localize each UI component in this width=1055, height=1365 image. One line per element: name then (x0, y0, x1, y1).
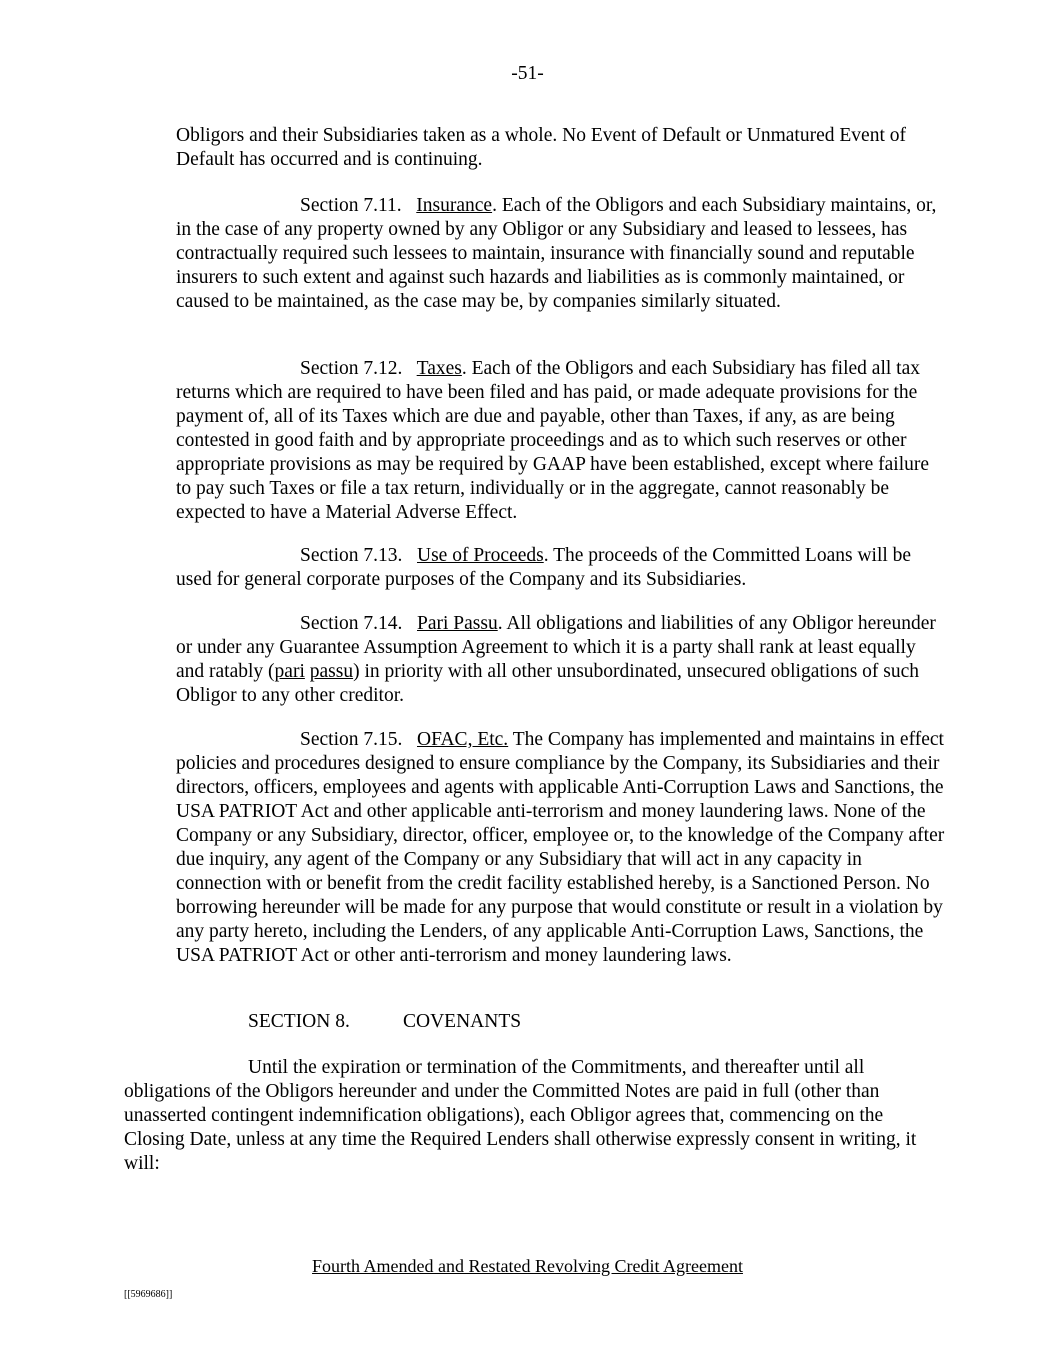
page-number: -51- (511, 63, 544, 84)
covenants-intro-text: Until the expiration or termination of the Commitments, and thereafter until all obligations of the Obligors hereunder and under the Committed Notes are paid in full (other than unasserted contingent indemnification obligations), each Obligor agrees that, commencing on the Closing Date, unless at any time the Required Lenders shall otherwise expressly consent in writing, it will: (124, 1057, 917, 1174)
section-7-12-title: Taxes (416, 358, 462, 379)
section-7-13-label: Section 7.13. (300, 545, 403, 566)
section-7-14-label: Section 7.14. (300, 613, 403, 634)
footer-agreement-title (0, 1254, 1055, 1278)
section-8-title: COVENANTS (403, 1011, 522, 1032)
section-7-13-title: Use of Proceeds (417, 545, 544, 566)
covenants-intro-paragraph (124, 1056, 946, 1176)
section-7-14-latin-pari: pari (274, 661, 305, 682)
section-7-12-paragraph (176, 357, 946, 525)
section-7-14-latin-passu: passu (309, 661, 354, 682)
section-7-15-label: Section 7.15. (300, 729, 403, 750)
section-7-11-paragraph (176, 194, 946, 314)
section-7-15-text: The Company has implemented and maintains in effect policies and procedures designed to ensure compliance by the Company, its Subsidiaries and their directors, officers, employees and agents with applicable Anti-Corruption Laws and Sanctions, the USA PATRIOT Act and other applicable anti-terrorism and money laundering laws. None of the Company or any Subsidiary, director, officer, employee or, to the knowledge of the Company after due inquiry, any agent of the Company or any Subsidiary that will act in any capacity in connection with or benefit from the credit facility established hereby, is a Sanctioned Person. No borrowing hereunder will be made for any purpose that would constitute or result in a violation by any party hereto, including the Lenders, of any applicable Anti-Corruption Laws, Sanctions, the USA PATRIOT Act or other anti-terrorism and money laundering laws. (176, 729, 945, 966)
section-8-number: SECTION 8. (248, 1011, 350, 1032)
section-7-12-text: . Each of the Obligors and each Subsidiary has filed all tax returns which are required to have been filed and has paid, or made adequate provisions for the payment of, all of its Taxes which are due and payable, other than Taxes, if any, as are being contested in good faith and by appropriate proceedings and as to which such reserves or other appropriate provisions as may be required by GAAP have been established, except where failure to pay such Taxes or file a tax return, individually or in the aggregate, cannot reasonably be expected to have a Material Adverse Effect. (176, 358, 930, 523)
section-7-12-label: Section 7.12. (300, 358, 403, 379)
section-7-15-title: OFAC, Etc. (417, 729, 509, 750)
section-7-13-paragraph (176, 544, 946, 592)
section-7-14-paragraph (176, 612, 946, 708)
section-7-11-label: Section 7.11. (300, 195, 402, 216)
section-8-heading (248, 1010, 521, 1034)
footer-title-text: Fourth Amended and Restated Revolving Credit Agreement (312, 1256, 743, 1276)
section-7-14-title: Pari Passu (417, 613, 498, 634)
document-id: [[5969686]] (124, 1289, 173, 1300)
section-7-14-text-b: ) in priority with all other unsubordinated, unsecured obligations of such Obligor to any other creditor. (176, 661, 920, 706)
section-7-15-paragraph (176, 728, 946, 968)
section-7-11-title: Insurance (416, 195, 493, 216)
intro-paragraph: Obligors and their Subsidiaries taken as a whole. No Event of Default or Unmatured Event of Default has occurred and is continuing. (176, 125, 906, 170)
section-7-13-text: . The proceeds of the Committed Loans will be used for general corporate purposes of the Company and its Subsidiaries. (176, 545, 912, 590)
section-7-14-text-a: . All obligations and liabilities of any Obligor hereunder or under any Guarantee Assumption Agreement to which it is a party shall rank at least equally and ratably ( (176, 613, 936, 682)
section-7-11-text: . Each of the Obligors and each Subsidiary maintains, or, in the case of any property owned by any Obligor or any Subsidiary and leased to lessees, has contractually required such lessees to maintain, insurance with financially sound and reputable insurers to such extent and against such hazards and liabilities as is commonly maintained, or caused to be maintained, as the case may be, by companies similarly situated. (176, 195, 937, 312)
